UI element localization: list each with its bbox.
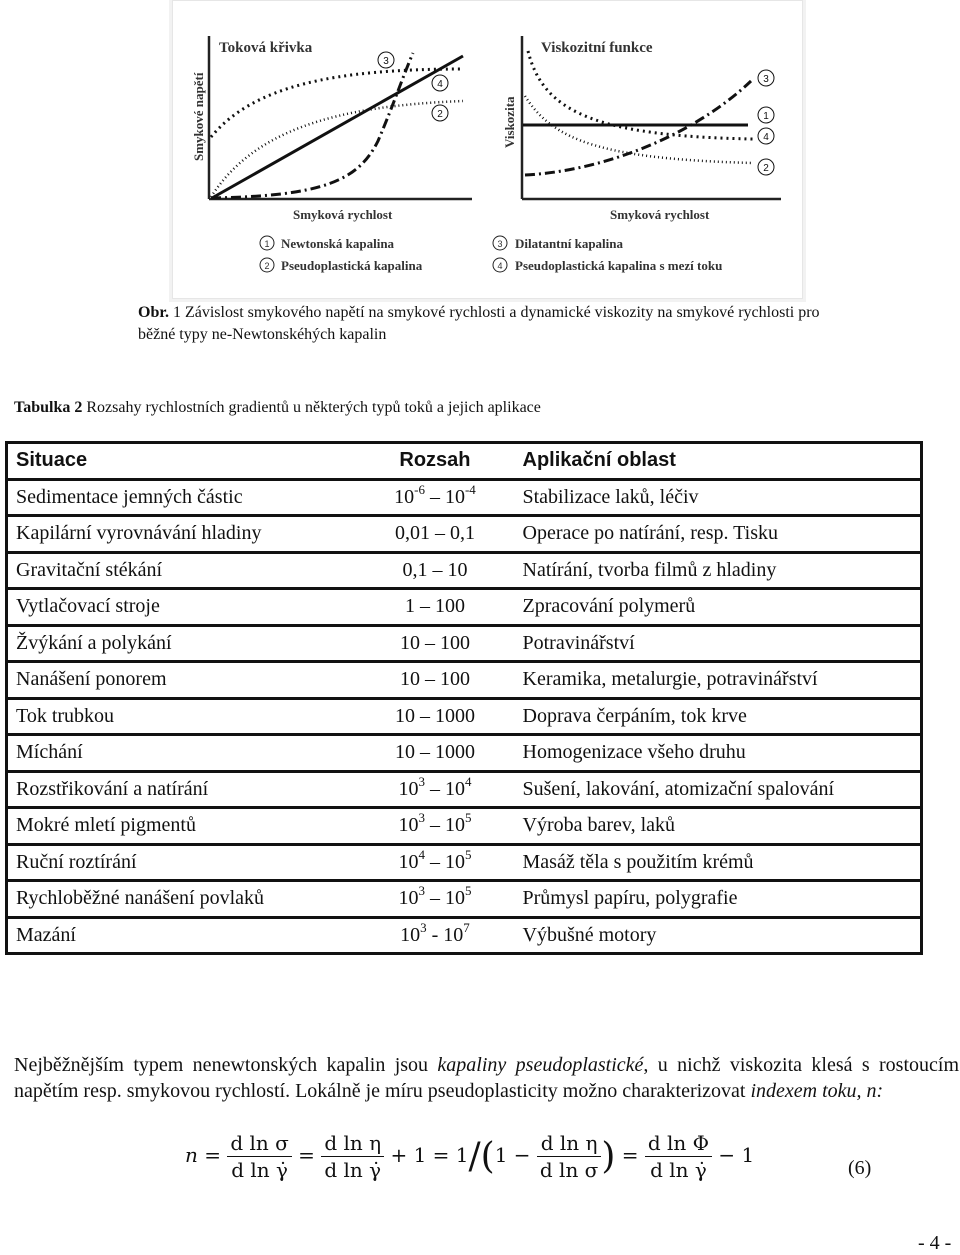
table-cell-range [355,589,514,626]
legend-label: Pseudoplastická kapalina [281,258,423,273]
range-from: 10 [398,814,419,837]
table-row [7,771,922,808]
table-cell-application: Operace po natírání, resp. Tisku [515,516,922,553]
table-header-situation: Situace [7,443,356,480]
viscosity-function-dilatant-line [525,81,751,175]
table-cell-application: Průmysl papíru, polygrafie [515,881,922,918]
paragraph-text: , u nichž viskozita klesá s rostoucím napětím resp. smykovou rychlostí. Lokálně je míru pseudoplasticity možno charakterizovat [14,1054,959,1102]
table-cell-situation: Rychloběžné nanášení povlaků [7,881,356,918]
range-from-exponent: 4 [418,846,425,862]
range-to: 1000 [434,741,475,764]
table-cell-situation: Žvýkání a polykání [7,625,356,662]
flow-curve-marker: 3 [383,56,389,67]
table-row [7,917,922,954]
table-cell-application: Homogenizace všeho druhu [515,735,922,772]
formula-operator: = [197,1143,228,1167]
flow-curve-xlabel: Smyková rychlost [293,207,393,222]
range-from: 10 [398,850,419,873]
viscosity-function-title: Viskozitní funkce [541,40,653,56]
table-cell-application: Potravinářství [515,625,922,662]
formula-fraction [537,1130,601,1183]
table-header-range: Rozsah [355,443,514,480]
table-cell-range [355,625,514,662]
range-from: 10 [400,923,421,946]
table-row [7,516,922,553]
table-cell-range [355,698,514,735]
formula-numerator: d ln η [321,1130,384,1157]
flow-curve-pseudoplastic-line [211,101,463,197]
range-from: 10 [399,668,420,691]
table-row [7,589,922,626]
range-from-exponent: 3 [418,883,425,899]
paragraph-text: Nejběžnějším typem nenewtonských kapalin jsou [14,1054,438,1076]
table-cell-range [355,552,514,589]
viscosity-function-panel [502,36,781,222]
table-row [7,844,922,881]
table-cell-application: Stabilizace laků, léčiv [515,479,922,516]
range-from-exponent: 3 [420,919,427,935]
table-caption [14,399,541,417]
flow-curve-dilatant-line [211,53,413,198]
table-cell-situation: Kapilární vyrovnávání hladiny [7,516,356,553]
equation-number: (6) [848,1157,872,1179]
paragraph-emphasis: indexem toku, n: [750,1080,884,1102]
range-separator: – [424,887,445,910]
range-to: 100 [439,631,470,654]
table-cell-application: Výroba barev, laků [515,808,922,845]
formula-denominator: d ln σ [539,1158,599,1182]
range-to: 10 [444,485,465,508]
flow-curve-title: Toková křivka [219,40,313,56]
range-to-exponent: 7 [463,919,470,935]
formula-operator: 1 − [494,1143,537,1167]
range-separator: – [424,850,445,873]
formula-numerator: d ln η [537,1130,601,1157]
range-to: 100 [434,595,465,618]
table-cell-situation: Ruční roztírání [7,844,356,881]
flow-curve-ylabel: Smykové napětí [191,72,206,161]
range-to-exponent: 4 [464,773,472,789]
table-row [7,698,922,735]
legend-label: Pseudoplastická kapalina s mezí toku [515,258,723,273]
formula-fraction [645,1130,712,1183]
range-from: 10 [394,741,415,764]
table-row [7,808,922,845]
table-row [7,625,922,662]
table-cell-range [355,479,514,516]
table-cell-situation: Nanášení ponorem [7,662,356,699]
formula-operator: = [615,1143,645,1167]
range-from-exponent: 3 [418,773,425,789]
figure-caption-text: 1 Závislost smykového napětí na smykové rychlosti a dynamické viskozity na smykové rychlosti pro běžné typy ne-Newtonskéhých kapalin [138,304,820,343]
shear-rate-table [5,441,923,955]
table-row [7,662,922,699]
table-row [7,552,922,589]
range-from: 10 [398,777,419,800]
body-paragraph [14,1052,959,1104]
range-to: 10 [443,923,464,946]
paragraph-emphasis: kapaliny pseudoplastické [437,1054,644,1076]
range-separator: – [414,741,435,764]
table-cell-application: Masáž těla s použitím krémů [515,844,922,881]
viscosity-function-ylabel: Viskozita [502,96,517,148]
range-to: 10 [444,814,465,837]
viscosity-function-marker: 3 [763,74,769,85]
table-caption-text: Rozsahy rychlostních gradientů u některých typů toků a jejich aplikace [82,399,541,416]
rheology-figure-svg [173,1,802,298]
rheology-figure [172,0,803,299]
table-header-application: Aplikační oblast [515,443,922,480]
table-cell-application: Sušení, lakování, atomizační spalování [515,771,922,808]
table-cell-application: Zpracování polymerů [515,589,922,626]
range-from: 1 [404,595,415,618]
range-to-exponent: 5 [464,846,472,862]
figure-legend [260,236,722,273]
table-cell-situation: Tok trubkou [7,698,356,735]
range-from: 10 [398,887,419,910]
legend-number: 2 [264,261,270,271]
range-from: 10 [394,704,415,727]
range-from: 0,1 [402,558,428,581]
flow-curve-marker: 2 [437,109,443,120]
range-to: 1000 [434,704,475,727]
legend-label: Newtonská kapalina [281,236,395,251]
range-to: 10 [447,558,468,581]
range-from-exponent: 3 [418,810,425,826]
table-cell-range [355,516,514,553]
range-separator: – [424,485,445,508]
table-cell-range [355,917,514,954]
range-separator: – [419,631,440,654]
formula-paren: ) [601,1136,616,1177]
range-to: 10 [444,777,465,800]
range-separator: – [429,522,450,545]
table-cell-situation: Rozstřikování a natírání [7,771,356,808]
range-separator: – [414,595,435,618]
table-cell-range [355,844,514,881]
table-cell-situation: Mokré mletí pigmentů [7,808,356,845]
flow-curve-panel [191,36,472,222]
formula-fraction [227,1130,291,1183]
formula-operator: − 1 [712,1143,755,1167]
formula-numerator: d ln σ [227,1130,291,1157]
range-to: 0,1 [449,522,475,545]
range-to-exponent: 5 [464,883,472,899]
legend-number: 1 [264,239,270,249]
table-cell-application: Doprava čerpáním, tok krve [515,698,922,735]
table-cell-range [355,881,514,918]
table-cell-range [355,662,514,699]
range-from: 10 [399,631,420,654]
table-cell-situation: Gravitační stékání [7,552,356,589]
range-from: 10 [394,485,415,508]
table-cell-situation: Míchání [7,735,356,772]
flow-index-formula [185,1130,754,1183]
formula-symbol: n [185,1143,198,1167]
formula-denominator: d ln γ̇ [324,1158,382,1182]
table-caption-label: Tabulka 2 [14,399,83,416]
table-cell-application: Výbušné motory [515,917,922,954]
table-cell-situation: Vytlačovací stroje [7,589,356,626]
formula-denominator: d ln γ̇ [650,1158,707,1182]
flow-curve-newtonian-line [212,56,463,198]
viscosity-function-marker: 4 [763,132,769,143]
formula-operator: = [291,1143,322,1167]
legend-number: 4 [497,261,503,271]
table-header-row [7,443,922,480]
table-cell-range [355,735,514,772]
formula-operator: + 1 = 1 [384,1143,469,1167]
formula-slash: /( [468,1136,495,1177]
range-separator: – [424,814,445,837]
table-cell-application: Natírání, tvorba filmů z hladiny [515,552,922,589]
table-row [7,479,922,516]
range-separator: – [414,704,435,727]
page-number: - 4 - [918,1232,952,1254]
range-to-exponent: 5 [464,810,472,826]
range-from-exponent: -6 [414,481,425,497]
range-to-exponent: -4 [464,481,476,497]
flow-curve-marker: 4 [437,79,443,90]
range-separator: - [426,923,444,946]
table-cell-application: Keramika, metalurgie, potravinářství [515,662,922,699]
legend-label: Dilatantní kapalina [515,236,624,251]
formula-numerator: d ln Φ [645,1130,712,1157]
formula-denominator: d ln γ̇ [231,1158,288,1182]
figure-caption [138,302,838,346]
range-to: 100 [439,668,470,691]
figure-caption-label: Obr. [138,304,169,321]
range-from: 0,01 [394,522,430,545]
table-row [7,881,922,918]
viscosity-function-marker: 2 [763,163,769,174]
legend-number: 3 [497,239,503,249]
table-row [7,735,922,772]
table-cell-situation: Mazání [7,917,356,954]
formula-fraction [321,1130,384,1183]
table-cell-range [355,808,514,845]
table-cell-range [355,771,514,808]
range-separator: – [419,668,440,691]
range-to: 10 [444,850,465,873]
range-separator: – [427,558,448,581]
viscosity-function-xlabel: Smyková rychlost [610,207,710,222]
range-separator: – [424,777,445,800]
viscosity-function-marker: 1 [763,111,769,122]
table-cell-situation: Sedimentace jemných částic [7,479,356,516]
range-to: 10 [444,887,465,910]
